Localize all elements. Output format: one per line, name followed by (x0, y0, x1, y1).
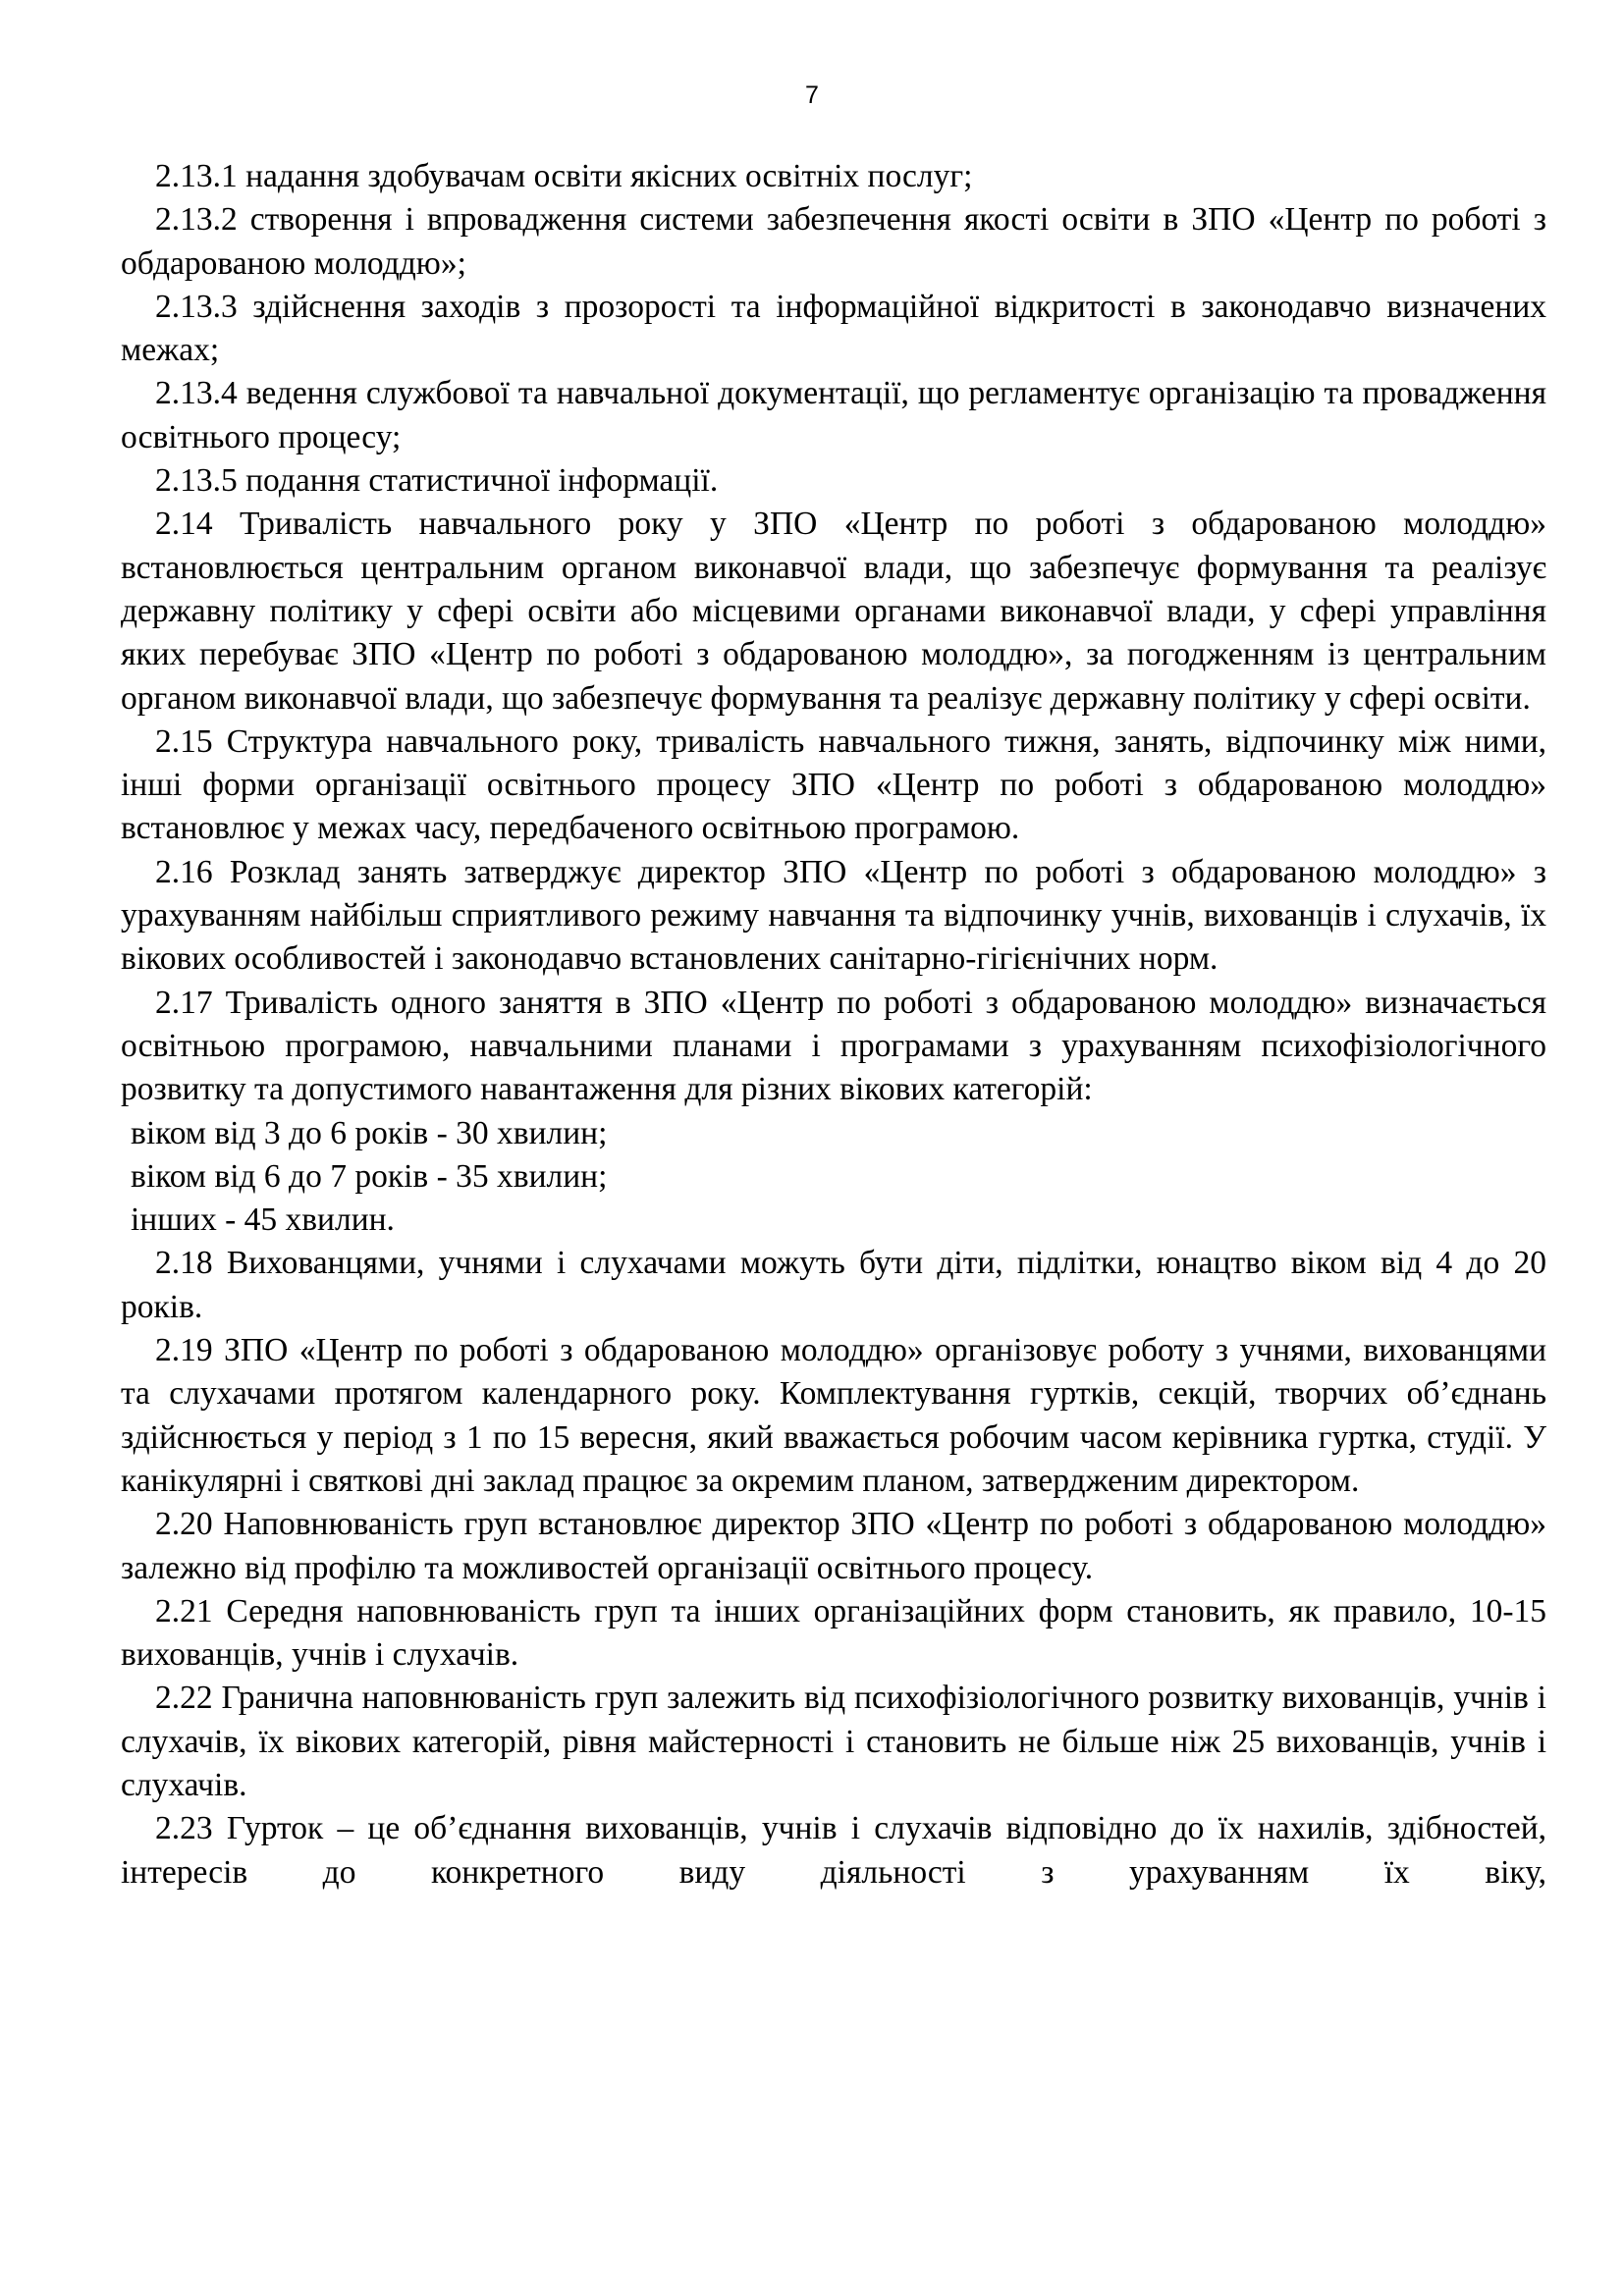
paragraph-number: 2.16 (155, 853, 213, 890)
paragraph-text: Розклад занять затверджує директор ЗПО «Центр по роботі з обдарованою молоддю» з урахуванням найбільш сприятливого режиму навчання та відпочинку учнів, вихованців і слухачів, їх вікових особливостей і законодавчо встановлених санітарно-гігієнічних норм. (121, 853, 1546, 978)
paragraph-number: 2.21 (155, 1592, 213, 1629)
paragraph-2-13-1 (121, 155, 1546, 198)
paragraph-text: Вихованцями, учнями і слухачами можуть бути діти, підлітки, юнацтво віком від 4 до 20 років. (121, 1245, 1546, 1325)
paragraph-number: 2.17 (155, 984, 213, 1021)
paragraph-2-21 (121, 1590, 1546, 1678)
paragraph-text: Гранична наповнюваність груп залежить від психофізіологічного розвитку вихованців, учнів і слухачів, їх вікових категорій, рівня майстерності і становить не більше ніж 25 вихованців, учнів і слухачів. (121, 1680, 1546, 1803)
paragraph-number: 2.23 (155, 1810, 213, 1847)
paragraph-text: ведення службової та навчальної документації, що регламентує організацію та провадження освітнього процесу; (121, 375, 1546, 455)
paragraph-text: здійснення заходів з прозорості та інформаційної відкритості в законодавчо визначених межах; (121, 288, 1546, 369)
paragraph-text: подання статистичної інформації. (237, 462, 719, 500)
paragraph-text: Наповнюваність груп встановлює директор ЗПО «Центр по роботі з обдарованою молоддю» залежно від профілю та можливостей організації освітнього процесу. (121, 1506, 1546, 1586)
paragraph-text: Структура навчального року, тривалість навчального тижня, занять, відпочинку між ними, інші форми організації освітнього процесу ЗПО «Центр по роботі з обдарованою молоддю» встановлює у межах часу, передбаченого освітньою програмою. (121, 722, 1546, 847)
paragraph-2-19 (121, 1329, 1546, 1503)
paragraph-2-16 (121, 851, 1546, 982)
paragraph-text: Тривалість навчального року у ЗПО «Центр по роботі з обдарованою молоддю» встановлюється центральним органом виконавчої влади, що забезпечує формування та реалізує державну політику у сфері освіти або місцевими органами виконавчої влади, у сфері управління яких перебуває ЗПО «Центр по роботі з обдарованою молоддю», за погодженням із центральним органом виконавчої влади, що забезпечує формування та реалізує державну політику у сфері освіти. (121, 506, 1546, 717)
paragraph-2-18 (121, 1242, 1546, 1329)
duration-item: віком від 3 до 6 років - 30 хвилин; (131, 1114, 608, 1151)
paragraph-number: 2.20 (155, 1506, 213, 1543)
paragraph-number: 2.19 (155, 1332, 213, 1369)
paragraph-text: ЗПО «Центр по роботі з обдарованою молоддю» організовує роботу з учнями, вихованцями та слухачами протягом календарного року. Комплектування гуртків, секцій, творчих об’єднань здійснюється у період з 1 по 15 вересня, який вважається робочим часом керівника гуртка, студії. У канікулярні і святкові дні заклад працює за окремим планом, затвердженим директором. (121, 1332, 1546, 1499)
paragraph-2-14 (121, 503, 1546, 720)
paragraph-text: Середня наповнюваність груп та інших організаційних форм становить, як правило, 10-15 вихованців, учнів і слухачів. (121, 1592, 1546, 1674)
paragraph-text: Гурток – це об’єднання вихованців, учнів і слухачів відповідно до їх нахилів, здібностей, інтересів до конкретного виду діяльності з урахуванням їх віку, (121, 1810, 1546, 1891)
paragraph-2-22 (121, 1677, 1546, 1807)
paragraph-2-23 (121, 1807, 1546, 1895)
page-number: 7 (805, 81, 819, 109)
paragraph-number: 2.13.3 (155, 288, 238, 325)
paragraph-text: Тривалість одного заняття в ЗПО «Центр по роботі з обдарованою молоддю» визначається освітньою програмою, навчальними планами і програмами з урахуванням психофізіологічного розвитку та допустимого навантаження для різних вікових категорій: (121, 984, 1546, 1108)
paragraph-2-20 (121, 1503, 1546, 1590)
duration-item: віком від 6 до 7 років - 35 хвилин; (131, 1157, 608, 1195)
paragraph-2-17 (121, 982, 1546, 1112)
paragraph-number: 2.22 (155, 1680, 213, 1717)
paragraph-number: 2.13.2 (155, 201, 238, 239)
paragraph-number: 2.13.4 (155, 375, 238, 412)
paragraph-2-15 (121, 721, 1546, 851)
paragraph-2-13-5 (121, 459, 1546, 503)
paragraph-text: створення і впровадження системи забезпечення якості освіти в ЗПО «Центр по роботі з обдарованою молоддю»; (121, 201, 1546, 282)
paragraph-number: 2.13.5 (155, 462, 238, 500)
paragraph-number: 2.18 (155, 1245, 213, 1282)
paragraph-text: надання здобувачам освіти якісних освітніх послуг; (237, 158, 973, 194)
paragraph-2-13-4 (121, 372, 1546, 459)
document-body (121, 155, 1546, 1895)
paragraph-number: 2.13.1 (155, 158, 238, 194)
paragraph-number: 2.14 (155, 506, 213, 543)
paragraph-number: 2.15 (155, 722, 213, 760)
duration-item: інших - 45 хвилин. (131, 1201, 395, 1239)
paragraph-2-13-2 (121, 198, 1546, 286)
paragraph-2-13-3 (121, 286, 1546, 373)
